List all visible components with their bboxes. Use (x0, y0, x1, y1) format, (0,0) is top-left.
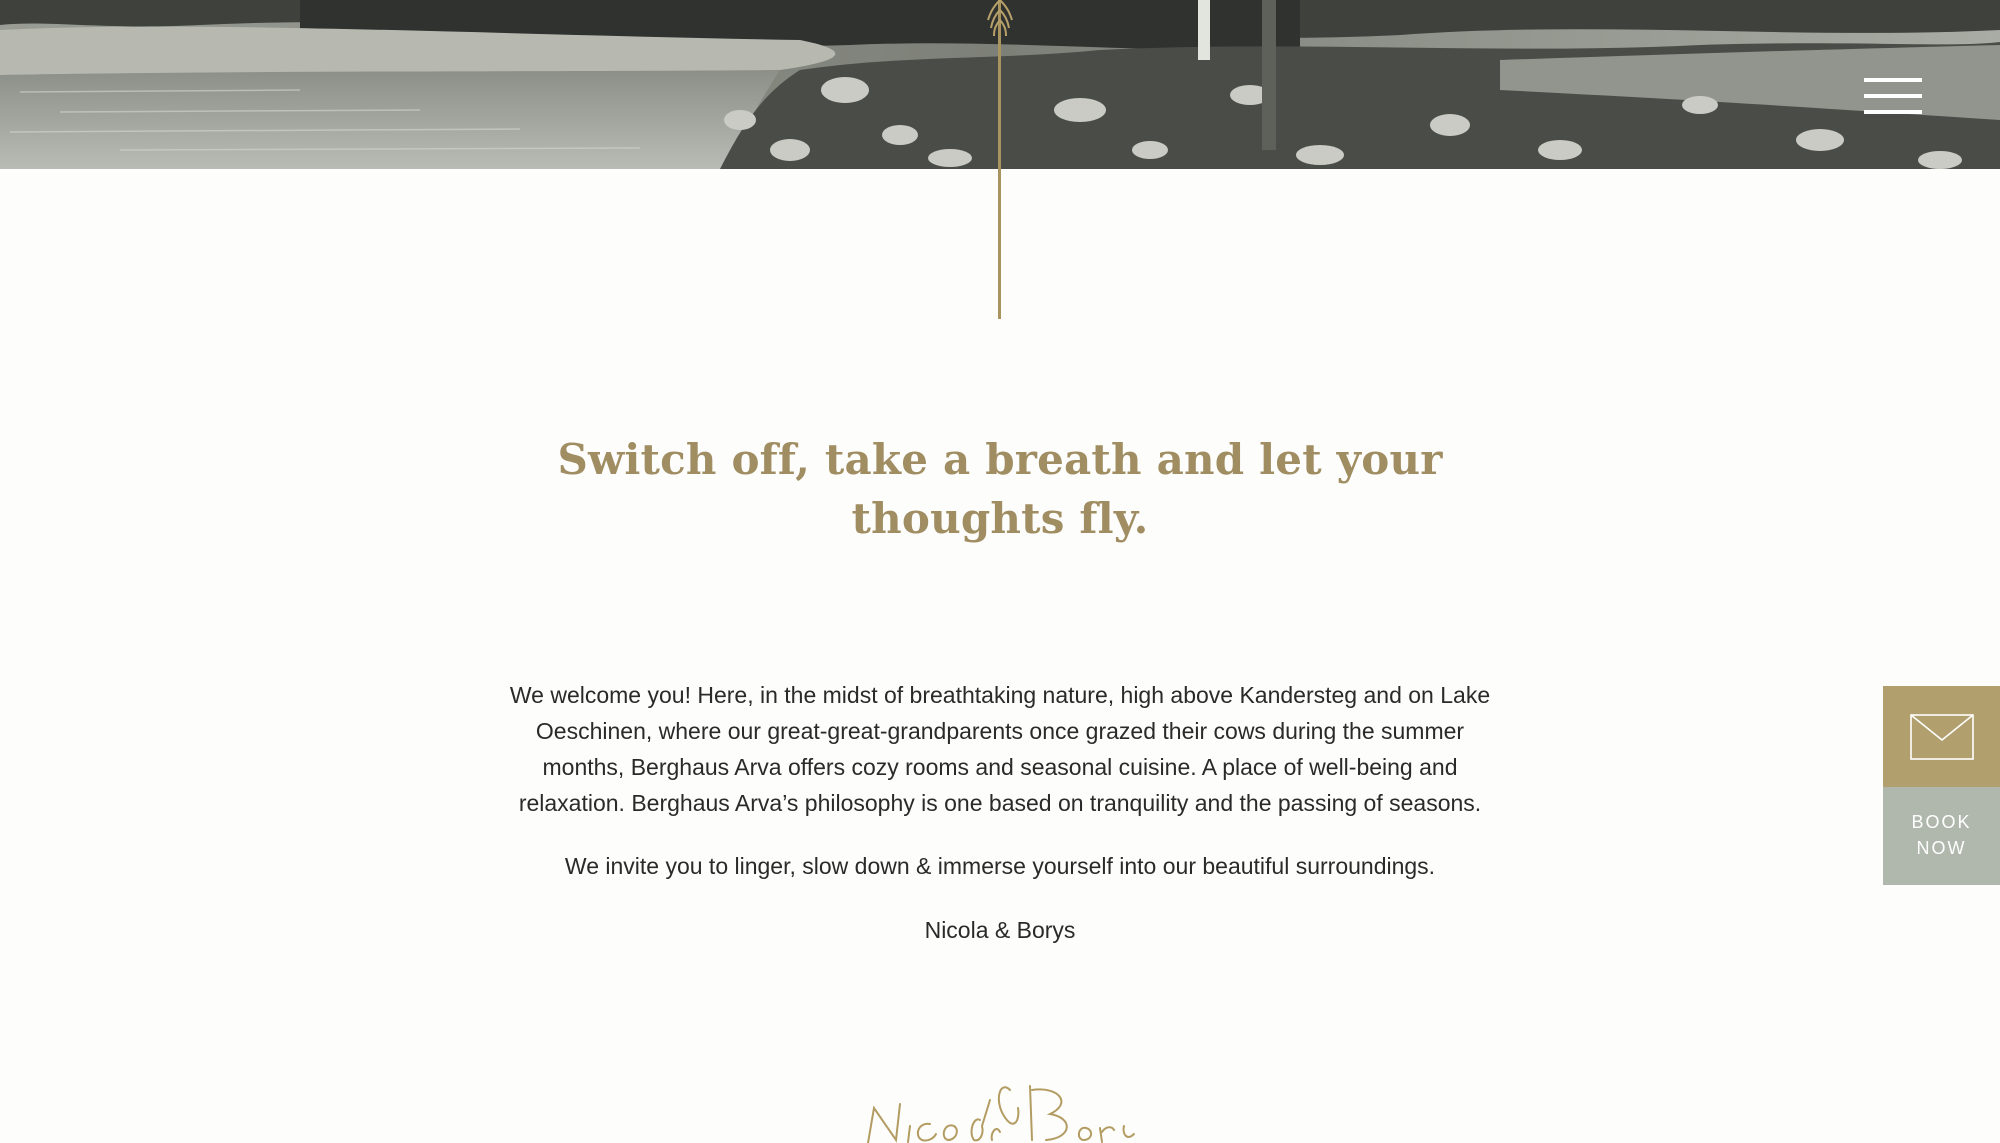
hamburger-menu-button[interactable] (1860, 76, 1924, 116)
sprig-icon (982, 0, 1018, 60)
envelope-icon (1910, 714, 1974, 760)
intro-paragraph: We welcome you! Here, in the midst of breathtaking nature, high above Kandersteg and on Lake Oeschinen, where our great-great-grandparents once grazed their cows during the summer months, Berghaus Arva offers cozy rooms and seasonal cuisine. A place of well-being and relaxation. Berghaus Arva’s philosophy is one based on tranquility and the passing of seasons. (509, 682, 1491, 816)
intro-text (505, 677, 1495, 948)
menu-bar-bottom (1864, 110, 1922, 114)
invite-paragraph: We invite you to linger, slow down & immerse yourself into our beautiful surroundings. (564, 853, 1436, 879)
book-now-button[interactable] (1883, 787, 2000, 885)
hosts-names: Nicola & Borys (924, 917, 1076, 943)
book-now-label-line2: NOW (1916, 838, 1967, 858)
book-now-label-line1: BOOK (1911, 812, 1972, 832)
page-headline: Switch off, take a breath and let your thoughts fly. (557, 435, 1443, 543)
menu-bar-top (1864, 78, 1922, 82)
side-cta-panel (1883, 686, 2000, 885)
contact-mail-button[interactable] (1883, 686, 2000, 787)
menu-bar-middle (1864, 94, 1922, 98)
handwritten-signature (850, 1060, 1150, 1143)
